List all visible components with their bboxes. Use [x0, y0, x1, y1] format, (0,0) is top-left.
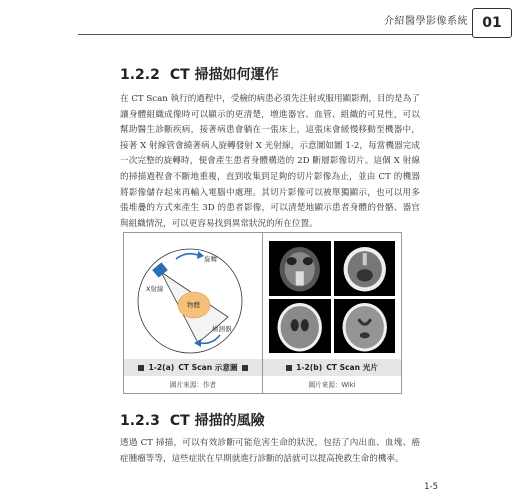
caption-id: 1-2(a): [148, 363, 175, 372]
section-heading-1-2-2: [120, 64, 279, 84]
section-title: CT 掃描的風險: [169, 413, 265, 429]
ct-image-grid: [269, 241, 395, 353]
figure-source: 圖片來源：Wiki: [308, 381, 356, 389]
caption-square-icon: [286, 365, 292, 371]
caption-square-icon: [138, 365, 144, 371]
caption-square-icon: [242, 365, 248, 371]
figure-caption: [124, 359, 262, 376]
ct-scan-diagram: [128, 239, 258, 357]
body-paragraph: 在 CT Scan 執行的過程中，受檢的病患必須先注射或服用顯影劑，目的是為了讓身體組織成像時可以顯示的更清楚，增進器官、血管、組織的可見性，可以幫助醫生診斷疾病，接著病患會躺在一張床上，這張床會緩慢移動至機器中，接著 X 射線管會繞著病人旋轉發射 X 光射線，示意圖如圖 1-2，每當機器完成一次完整的旋轉時，便會產生患者身體構造的 2D 斷層影像切片。這個 X 射線的掃描過程會不斷地重複，直到收集到足夠的切片影像為止，並由 CT 的機器將影像儲存起來再輸入電腦中處理。其切片影像可以被單獨顯示，也可以用多張堆疊的方式來產生 3D 的患者影像，可以清楚地顯示患者身體的骨骼、器官與組織情況，可以更容易找到異常狀況的所在位置。: [120, 94, 420, 229]
section-heading-1-2-3: [120, 410, 265, 430]
section-number: 1.2.2: [120, 67, 160, 83]
figure-ct-images: [262, 232, 402, 394]
rotate-arrow-icon: [176, 254, 198, 259]
caption-text: CT Scan 光片: [326, 363, 378, 372]
label-object: 物體: [187, 301, 200, 309]
section-title: CT 掃描如何運作: [169, 67, 279, 83]
ct-slice-image: [269, 299, 331, 354]
figure-source: 圖片來源：作者: [169, 381, 217, 389]
body-paragraph: 透過 CT 掃描，可以有效診斷可能危害生命的狀況，包括了內出血、血塊、癌症腫瘤等等，這些症狀在早期就進行診斷的話就可以提高挽救生命的機率。: [120, 438, 420, 464]
page-number: 1-5: [424, 482, 438, 492]
figure-caption: [263, 359, 401, 376]
caption-text: CT Scan 示意圖: [178, 363, 238, 372]
label-rotate: 旋轉: [204, 255, 217, 263]
chapter-badge: 01: [472, 8, 512, 38]
ct-slice-image: [334, 299, 396, 354]
label-detector: 檢測器: [212, 325, 232, 333]
ct-slice-image: [334, 241, 396, 296]
caption-id: 1-2(b): [296, 363, 323, 372]
header-title: 介紹醫學影像系統: [384, 16, 468, 27]
ct-slice-image: [269, 241, 331, 296]
section-number: 1.2.3: [120, 413, 160, 429]
figure-ct-diagram: [123, 232, 263, 394]
label-xray: X射線: [146, 285, 164, 293]
header-rule: [78, 34, 472, 35]
